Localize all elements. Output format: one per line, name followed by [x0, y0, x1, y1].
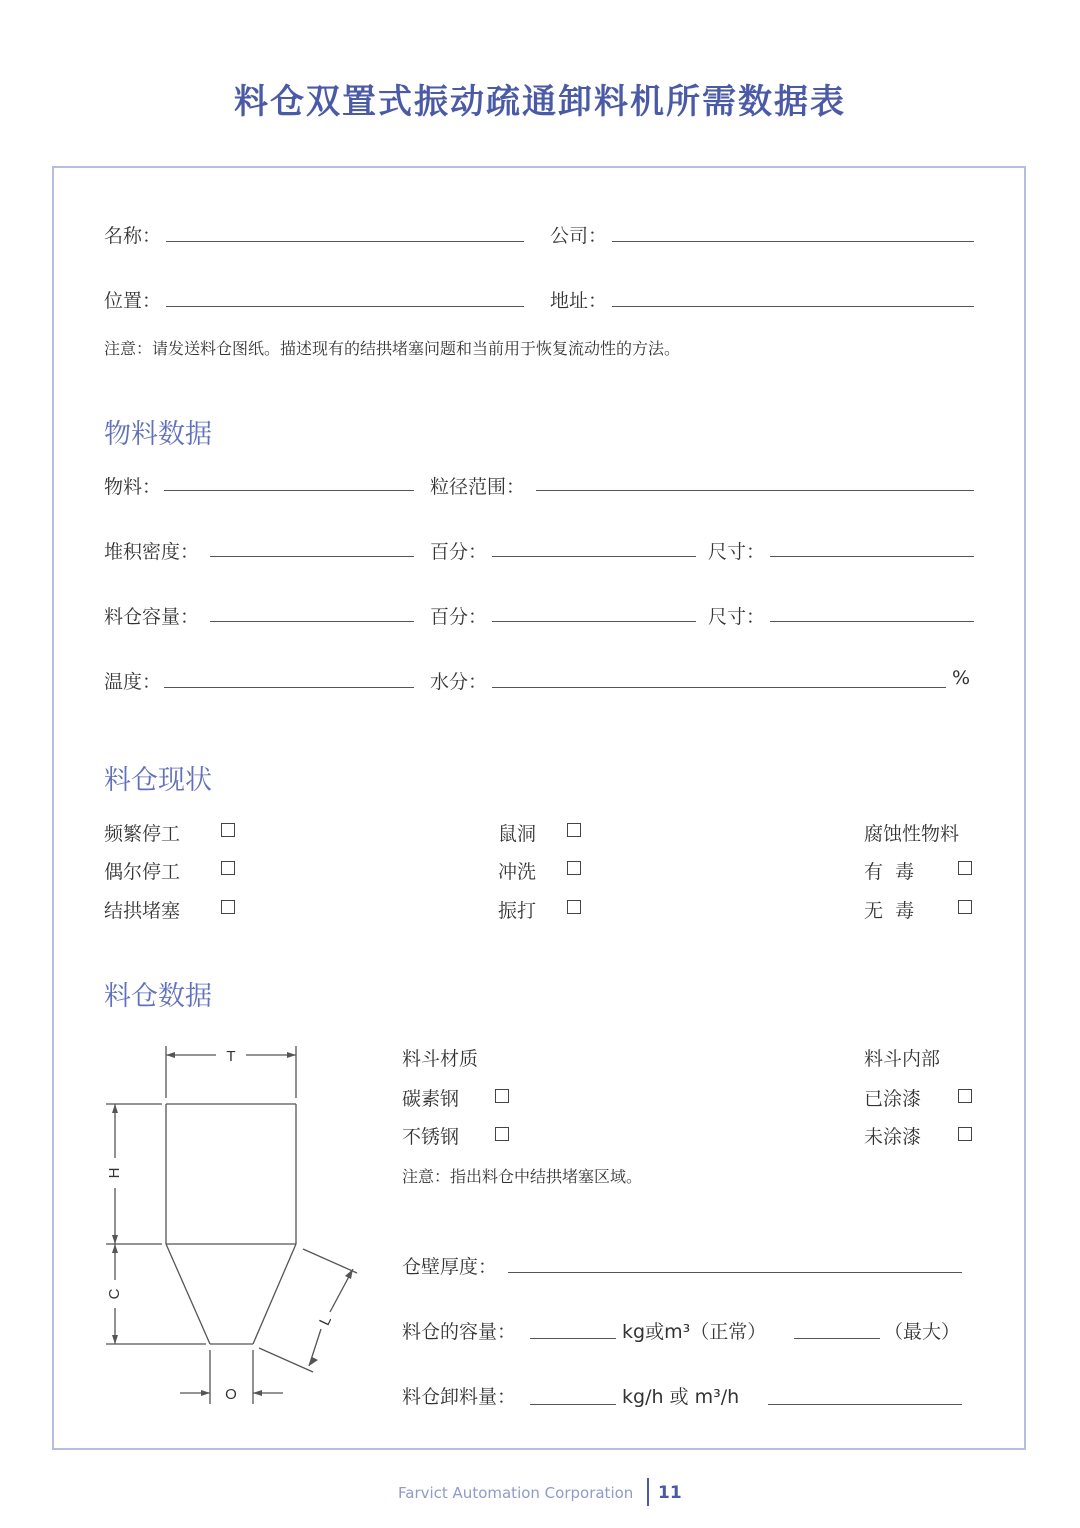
bulk-density-percent-field[interactable] — [492, 556, 696, 557]
bin-capacity-label: 料仓容量： — [104, 606, 200, 628]
toxic-label: 有 毒 — [864, 861, 915, 883]
painted-label: 已涂漆 — [864, 1088, 922, 1110]
bin-capacity-percent-field[interactable] — [492, 621, 696, 622]
bin-dimension-diagram — [96, 1040, 366, 1412]
location-label: 位置： — [104, 290, 162, 312]
company-field[interactable] — [612, 241, 974, 242]
carbon-steel-checkbox[interactable] — [495, 1089, 509, 1103]
name-label: 名称： — [104, 225, 162, 247]
bin-capacity-field[interactable] — [210, 621, 414, 622]
discharge-volume-field[interactable] — [768, 1404, 962, 1405]
wall-thickness-label: 仓壁厚度： — [402, 1256, 498, 1278]
bulk-density-size-label: 尺寸： — [708, 541, 766, 563]
drawing-note: 注意：请发送料仓图纸。描述现有的结拱堵塞问题和当前用于恢复流动性的方法。 — [104, 339, 681, 358]
footer-company: Farvict Automation Corporation — [398, 1484, 634, 1502]
painted-checkbox[interactable] — [958, 1089, 972, 1103]
address-label: 地址： — [550, 290, 608, 312]
non-toxic-label: 无 毒 — [864, 900, 915, 922]
capacity-unit-label: kg或m³（正常） — [622, 1321, 767, 1343]
discharge-rate-field[interactable] — [530, 1404, 616, 1405]
occasional-shutdown-label: 偶尔停工 — [104, 861, 181, 883]
discharge-rate-label: 料仓卸料量： — [402, 1386, 517, 1408]
hammering-label: 振打 — [498, 900, 537, 922]
hopper-interior-title: 料斗内部 — [864, 1048, 941, 1070]
capacity-normal-field[interactable] — [530, 1338, 616, 1339]
bulk-density-size-field[interactable] — [770, 556, 974, 557]
bin-status-heading: 料仓现状 — [104, 765, 212, 796]
particle-range-label: 粒径范围： — [430, 476, 526, 498]
flushing-checkbox[interactable] — [567, 861, 581, 875]
wall-thickness-field[interactable] — [508, 1272, 962, 1273]
capacity-max-field[interactable] — [794, 1338, 880, 1339]
bulk-density-percent-label: 百分： — [430, 541, 488, 563]
capacity-max-label: （最大） — [884, 1321, 961, 1343]
blockage-area-note: 注意：指出料仓中结拱堵塞区域。 — [402, 1167, 643, 1186]
dim-c-label: C — [105, 1288, 123, 1300]
toxic-checkbox[interactable] — [958, 861, 972, 875]
footer-divider — [647, 1478, 649, 1506]
unpainted-label: 未涂漆 — [864, 1126, 922, 1148]
flushing-label: 冲洗 — [498, 861, 537, 883]
page-number: 11 — [658, 1483, 682, 1503]
temperature-label: 温度： — [104, 671, 162, 693]
material-field[interactable] — [164, 490, 414, 491]
company-label: 公司： — [550, 225, 608, 247]
percent-sign: % — [952, 667, 971, 689]
rathole-checkbox[interactable] — [567, 823, 581, 837]
rathole-label: 鼠洞 — [498, 823, 537, 845]
temperature-field[interactable] — [164, 687, 414, 688]
occasional-shutdown-checkbox[interactable] — [221, 861, 235, 875]
arching-blockage-checkbox[interactable] — [221, 900, 235, 914]
hammering-checkbox[interactable] — [567, 900, 581, 914]
particle-range-field[interactable] — [536, 490, 974, 491]
dim-o-label: O — [225, 1386, 237, 1403]
stainless-steel-checkbox[interactable] — [495, 1127, 509, 1141]
frequent-shutdown-label: 频繁停工 — [104, 823, 181, 845]
hopper-material-title: 料斗材质 — [402, 1048, 479, 1070]
dim-l-label: L — [316, 1313, 335, 1329]
dim-h-label: H — [105, 1167, 123, 1179]
material-label: 物料： — [104, 476, 162, 498]
non-toxic-checkbox[interactable] — [958, 900, 972, 914]
bulk-density-field[interactable] — [210, 556, 414, 557]
corrosive-material-label: 腐蚀性物料 — [864, 823, 960, 845]
moisture-label: 水分： — [430, 671, 488, 693]
page-title: 料仓双置式振动疏通卸料机所需数据表 — [234, 82, 846, 122]
bin-volume-label: 料仓的容量： — [402, 1321, 517, 1343]
bin-data-heading: 料仓数据 — [104, 981, 212, 1012]
name-field[interactable] — [166, 241, 524, 242]
bin-capacity-percent-label: 百分： — [430, 606, 488, 628]
bin-capacity-size-field[interactable] — [770, 621, 974, 622]
arching-blockage-label: 结拱堵塞 — [104, 900, 181, 922]
bulk-density-label: 堆积密度： — [104, 541, 200, 563]
bin-capacity-size-label: 尺寸： — [708, 606, 766, 628]
location-field[interactable] — [166, 306, 524, 307]
material-data-heading: 物料数据 — [104, 419, 212, 450]
stainless-steel-label: 不锈钢 — [402, 1126, 460, 1148]
carbon-steel-label: 碳素钢 — [402, 1088, 460, 1110]
unpainted-checkbox[interactable] — [958, 1127, 972, 1141]
moisture-field[interactable] — [492, 687, 946, 688]
dim-t-label: T — [226, 1048, 236, 1065]
discharge-unit-label: kg/h 或 m³/h — [622, 1386, 740, 1408]
address-field[interactable] — [612, 306, 974, 307]
frequent-shutdown-checkbox[interactable] — [221, 823, 235, 837]
